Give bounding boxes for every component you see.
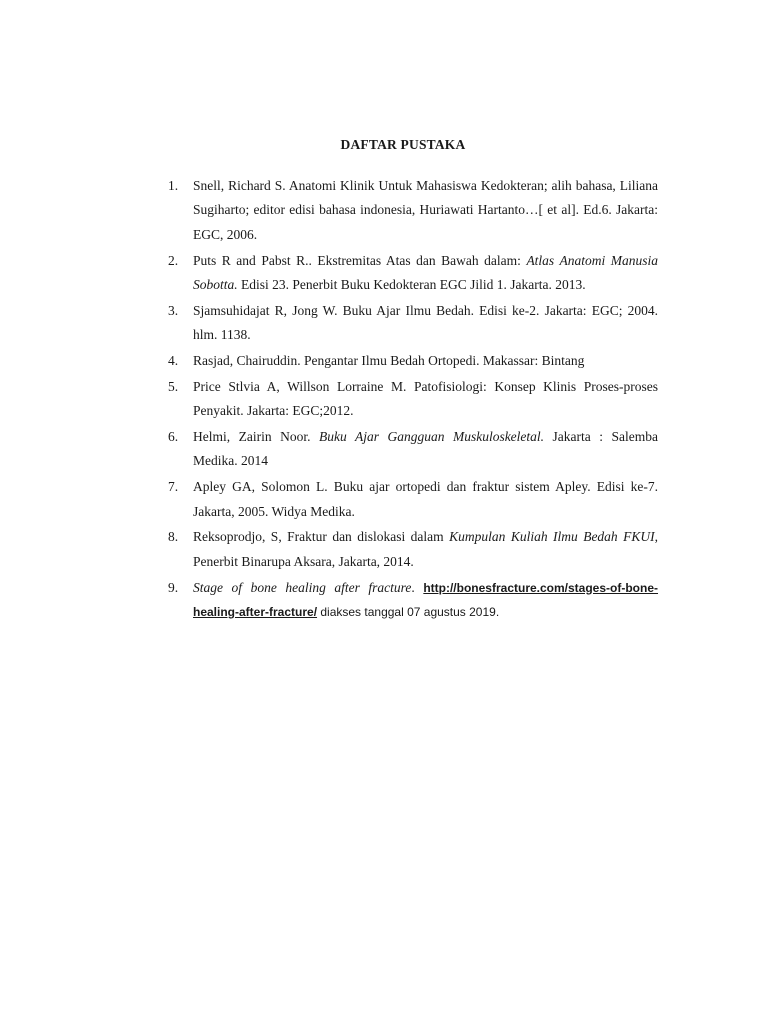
reference-number: 9. bbox=[168, 579, 179, 595]
reference-link[interactable]: http://bonesfracture.com/stages-of-bone-healing-after-fracture/ bbox=[193, 580, 659, 620]
reference-number: 8. bbox=[168, 529, 179, 545]
reference-item bbox=[168, 576, 658, 625]
reference-text-segment: Edisi 23. Penerbit Buku Kedokteran EGC Jilid 1. Jakarta. 2013. bbox=[237, 277, 586, 293]
reference-text bbox=[193, 475, 658, 524]
reference-number: 3. bbox=[168, 302, 179, 318]
reference-item bbox=[168, 349, 658, 373]
reference-text-segment: Jakarta : Salemba Medika. 2014 bbox=[193, 429, 658, 469]
reference-number: 4. bbox=[168, 353, 179, 369]
reference-text-segment: Rasjad, Chairuddin. Pengantar Ilmu Bedah Ortopedi. Makassar: Bintang bbox=[193, 353, 585, 369]
reference-text-segment: Apley GA, Solomon L. Buku ajar ortopedi dan fraktur sistem Apley. Edisi ke-7. Jakarta, 2005. Widya Medika. bbox=[193, 479, 658, 519]
reference-title-italic: Buku Ajar Gangguan Muskuloskeletal. bbox=[318, 429, 545, 445]
reference-text bbox=[193, 174, 658, 247]
page-title: DAFTAR PUSTAKA bbox=[340, 137, 466, 152]
reference-text bbox=[193, 375, 658, 424]
reference-text-segment: diakses tanggal 07 agustus 2019. bbox=[317, 605, 500, 620]
reference-item bbox=[168, 174, 658, 247]
reference-title-italic: Stage of bone healing after fracture bbox=[193, 579, 412, 595]
reference-text bbox=[193, 576, 658, 625]
reference-list bbox=[168, 174, 658, 626]
reference-title-italic: Atlas Anatomi Manusia Sobotta. bbox=[193, 252, 658, 293]
reference-number: 5. bbox=[168, 378, 179, 394]
reference-number: 1. bbox=[168, 178, 179, 193]
reference-item bbox=[168, 475, 658, 524]
reference-number: 6. bbox=[168, 429, 179, 445]
reference-item bbox=[168, 375, 658, 424]
reference-item bbox=[168, 425, 658, 474]
reference-text-segment: Reksoprodjo, S, Fraktur dan dislokasi dalam bbox=[193, 529, 450, 545]
reference-text bbox=[193, 425, 658, 474]
reference-text bbox=[193, 525, 658, 574]
reference-item bbox=[168, 299, 658, 348]
reference-text bbox=[193, 349, 658, 373]
reference-item bbox=[168, 525, 658, 574]
reference-text-segment: . bbox=[411, 579, 424, 595]
reference-number: 7. bbox=[168, 479, 179, 495]
reference-text-segment: Sjamsuhidajat R, Jong W. Buku Ajar Ilmu Bedah. Edisi ke-2. Jakarta: EGC; 2004. hlm. 1138. bbox=[193, 302, 658, 343]
reference-text-segment: , Penerbit Binarupa Aksara, Jakarta, 2014. bbox=[193, 529, 658, 569]
reference-item bbox=[168, 249, 658, 298]
reference-text-segment: Price Stlvia A, Willson Lorraine M. Patofisiologi: Konsep Klinis Proses-proses Penyakit. Jakarta: EGC;2012. bbox=[193, 378, 658, 419]
reference-text bbox=[193, 299, 658, 348]
reference-text-segment: Helmi, Zairin Noor. bbox=[193, 429, 319, 445]
reference-title-italic: Kumpulan Kuliah Ilmu Bedah FKUI bbox=[449, 529, 655, 545]
reference-text-segment: Snell, Richard S. Anatomi Klinik Untuk Mahasiswa Kedokteran; alih bahasa, Liliana Sugiharto; editor edisi bahasa indonesia, Huriawati Hartanto…[ et al]. Ed.6. Jakarta: EGC, 2006. bbox=[193, 178, 658, 242]
reference-text bbox=[193, 249, 658, 298]
reference-number: 2. bbox=[168, 252, 179, 268]
reference-text-segment: Puts R and Pabst R.. Ekstremitas Atas dan Bawah dalam: bbox=[193, 252, 527, 268]
